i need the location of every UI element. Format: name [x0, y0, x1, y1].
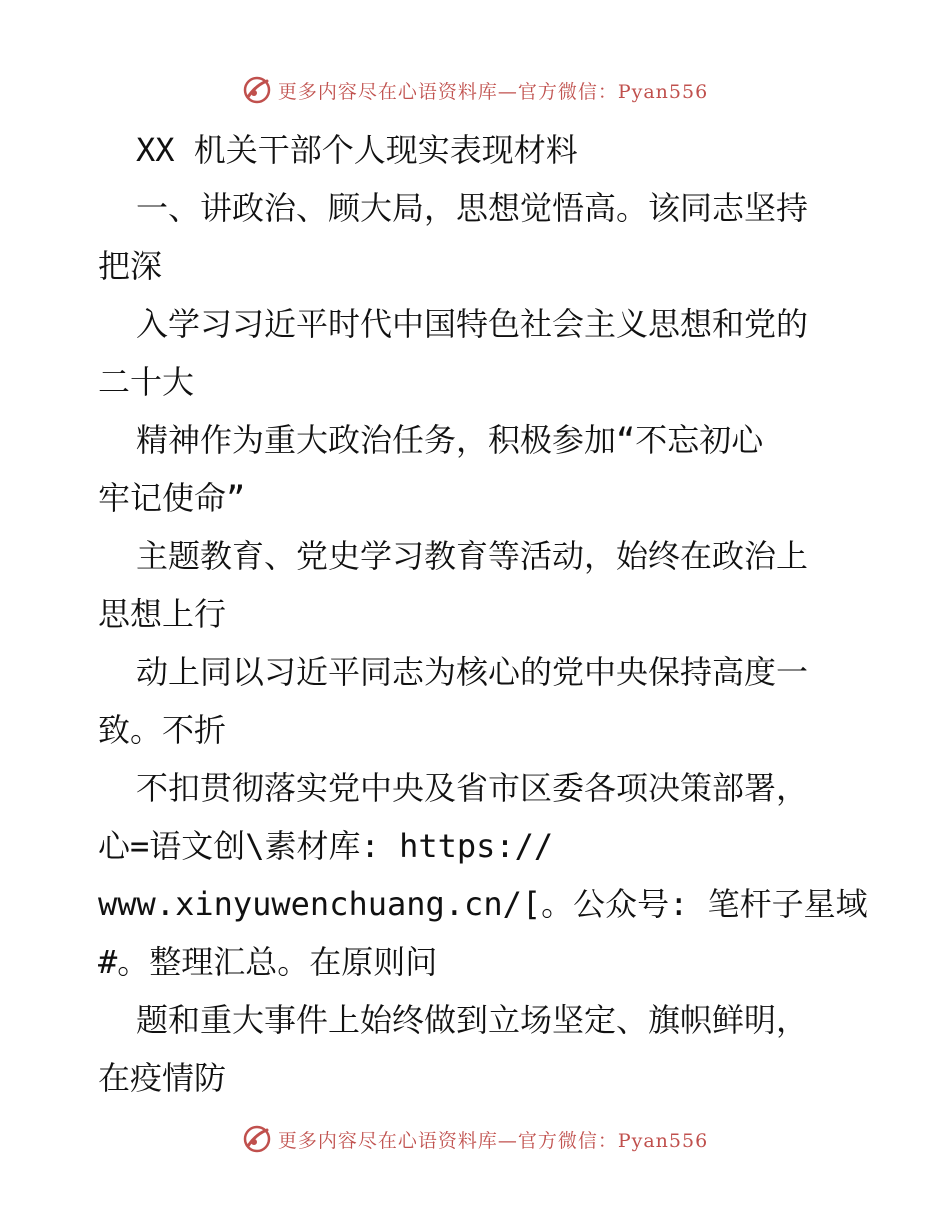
text-line: 入学习习近平时代中国特色社会主义思想和党的: [136, 305, 809, 343]
text-line: 主题教育、党史学习教育等活动，始终在政治上: [136, 537, 809, 575]
text-line: 动上同以习近平同志为核心的党中央保持高度一: [136, 653, 809, 691]
document-title: XX 机关干部个人现实表现材料: [136, 131, 578, 169]
text-line: 思想上行: [98, 595, 227, 633]
brush-seal-logo-icon: [242, 1124, 272, 1154]
text-line: 把深: [98, 247, 163, 285]
text-line: 致。不折: [98, 711, 227, 749]
footer-banner-text: 更多内容尽在心语资料库—官方微信：Pyan556: [277, 1129, 709, 1152]
text-line: 精神作为重大政治任务，积极参加“不忘初心: [136, 421, 764, 459]
brush-seal-logo-icon: [242, 75, 272, 105]
text-line: 一、讲政治、顾大局，思想觉悟高。该同志坚持: [136, 189, 809, 227]
text-line: 牢记使命”: [98, 479, 246, 517]
text-line: 在疫情防: [98, 1059, 227, 1097]
text-line: #。整理汇总。在原则问: [98, 943, 438, 981]
header-banner-text: 更多内容尽在心语资料库—官方微信：Pyan556: [277, 80, 709, 103]
footer-banner: [0, 1121, 950, 1157]
text-line: 题和重大事件上始终做到立场坚定、旗帜鲜明，: [136, 1001, 809, 1039]
header-banner: [0, 72, 950, 108]
document-body: [98, 121, 898, 1107]
text-line: 二十大: [98, 363, 195, 401]
text-line: 心=语文创\素材库: https://: [98, 827, 554, 865]
text-line: www.xinyuwenchuang.cn/[。公众号: 笔杆子星域: [98, 885, 868, 923]
text-line: 不扣贯彻落实党中央及省市区委各项决策部署，: [136, 769, 809, 807]
